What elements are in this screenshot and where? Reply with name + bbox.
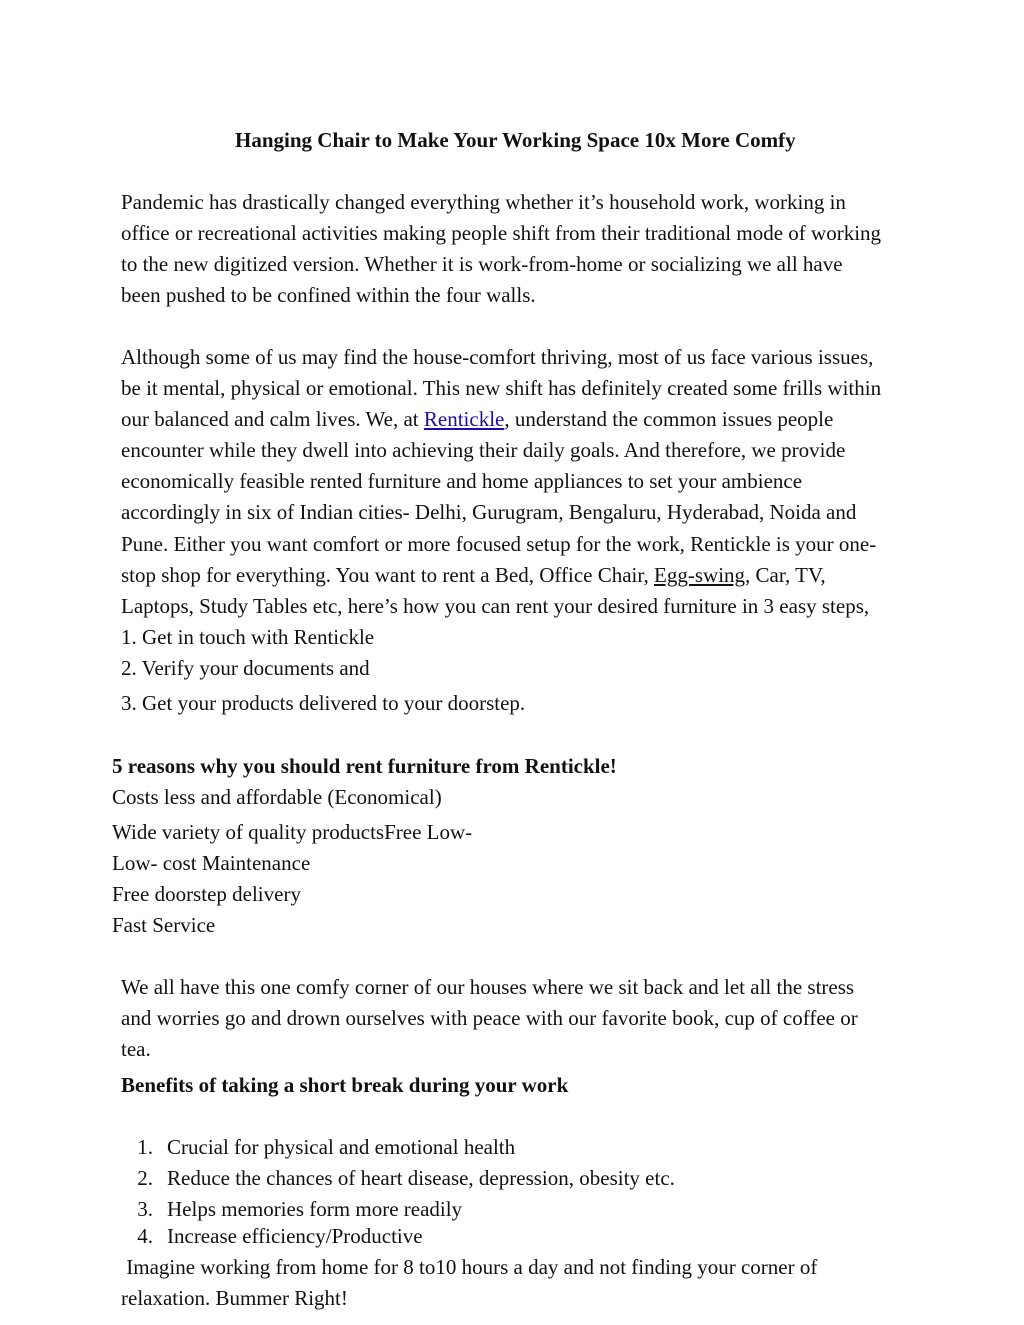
- paragraph-line: Although some of us may find the house-comfort thriving, most of us face various issues,: [121, 345, 874, 369]
- paragraph-line: Pune. Either you want comfort or more focused setup for the work, Rentickle is your one-: [121, 532, 877, 556]
- paragraph-line: and worries go and drown ourselves with peace with our favorite book, cup of coffee or: [121, 1006, 858, 1030]
- benefit-item: [125, 1224, 423, 1248]
- paragraph-line: office or recreational activities making people shift from their traditional mode of working: [121, 221, 882, 245]
- paragraph-line: Imagine working from home for 8 to10 hours a day and not finding your corner of: [121, 1255, 818, 1279]
- reason-item: Wide variety of quality productsFree Low-: [112, 820, 473, 844]
- paragraph-line: be it mental, physical or emotional. This new shift has definitely created some frills within: [121, 376, 882, 400]
- reason-item: Free doorstep delivery: [112, 882, 301, 906]
- paragraph-line: Laptops, Study Tables etc, here’s how you can rent your desired furniture in 3 easy steps,: [121, 594, 870, 618]
- reason-item: Fast Service: [112, 913, 216, 937]
- text-segment: stop shop for everything. You want to rent a Bed, Office Chair,: [121, 563, 655, 587]
- benefit-text: Increase efficiency/Productive: [167, 1224, 423, 1248]
- benefit-item: [125, 1197, 462, 1221]
- benefits-heading: Benefits of taking a short break during your work: [121, 1073, 569, 1097]
- paragraph-line: [121, 563, 826, 587]
- paragraph-line: tea.: [121, 1037, 151, 1061]
- text-segment: , understand the common issues people: [504, 407, 834, 431]
- reason-item: Costs less and affordable (Economical): [112, 785, 442, 809]
- text-segment: , Car, TV,: [745, 563, 826, 587]
- paragraph-line: been pushed to be confined within the four walls.: [121, 283, 536, 307]
- rentickle-link[interactable]: Rentickle: [423, 407, 505, 431]
- benefit-item: [125, 1135, 515, 1159]
- text-segment: our balanced and calm lives. We, at: [121, 407, 424, 431]
- paragraph-line: economically feasible rented furniture and home appliances to set your ambience: [121, 469, 803, 493]
- benefit-item: [125, 1166, 675, 1190]
- list-number: 3.: [137, 1197, 153, 1221]
- paragraph-line: encounter while they dwell into achieving their daily goals. And therefore, we provide: [121, 438, 846, 462]
- paragraph-line: We all have this one comfy corner of our houses where we sit back and let all the stress: [121, 975, 855, 999]
- benefit-text: Crucial for physical and emotional health: [167, 1135, 516, 1159]
- step-item: 2. Verify your documents and: [121, 656, 370, 680]
- paragraph-line: to the new digitized version. Whether it is work-from-home or socializing we all have: [121, 252, 843, 276]
- list-number: 1.: [137, 1135, 153, 1159]
- list-number: 2.: [137, 1166, 153, 1190]
- reason-item: Low- cost Maintenance: [112, 851, 311, 875]
- benefit-text: Helps memories form more readily: [167, 1197, 463, 1221]
- step-item: 3. Get your products delivered to your doorstep.: [121, 691, 526, 715]
- paragraph-line: Pandemic has drastically changed everything whether it’s household work, working in: [121, 190, 846, 214]
- egg-swing-link[interactable]: Egg-swing: [654, 563, 746, 587]
- paragraph-line: relaxation. Bummer Right!: [121, 1286, 348, 1310]
- paragraph-line: [121, 407, 833, 431]
- reasons-heading: 5 reasons why you should rent furniture from Rentickle!: [112, 754, 617, 778]
- paragraph-line: accordingly in six of Indian cities- Delhi, Gurugram, Bengaluru, Hyderabad, Noida and: [121, 500, 857, 524]
- list-number: 4.: [137, 1224, 153, 1248]
- step-item: 1. Get in touch with Rentickle: [121, 625, 375, 649]
- page-title: Hanging Chair to Make Your Working Space 10x More Comfy: [235, 128, 796, 152]
- benefit-text: Reduce the chances of heart disease, depression, obesity etc.: [167, 1166, 675, 1190]
